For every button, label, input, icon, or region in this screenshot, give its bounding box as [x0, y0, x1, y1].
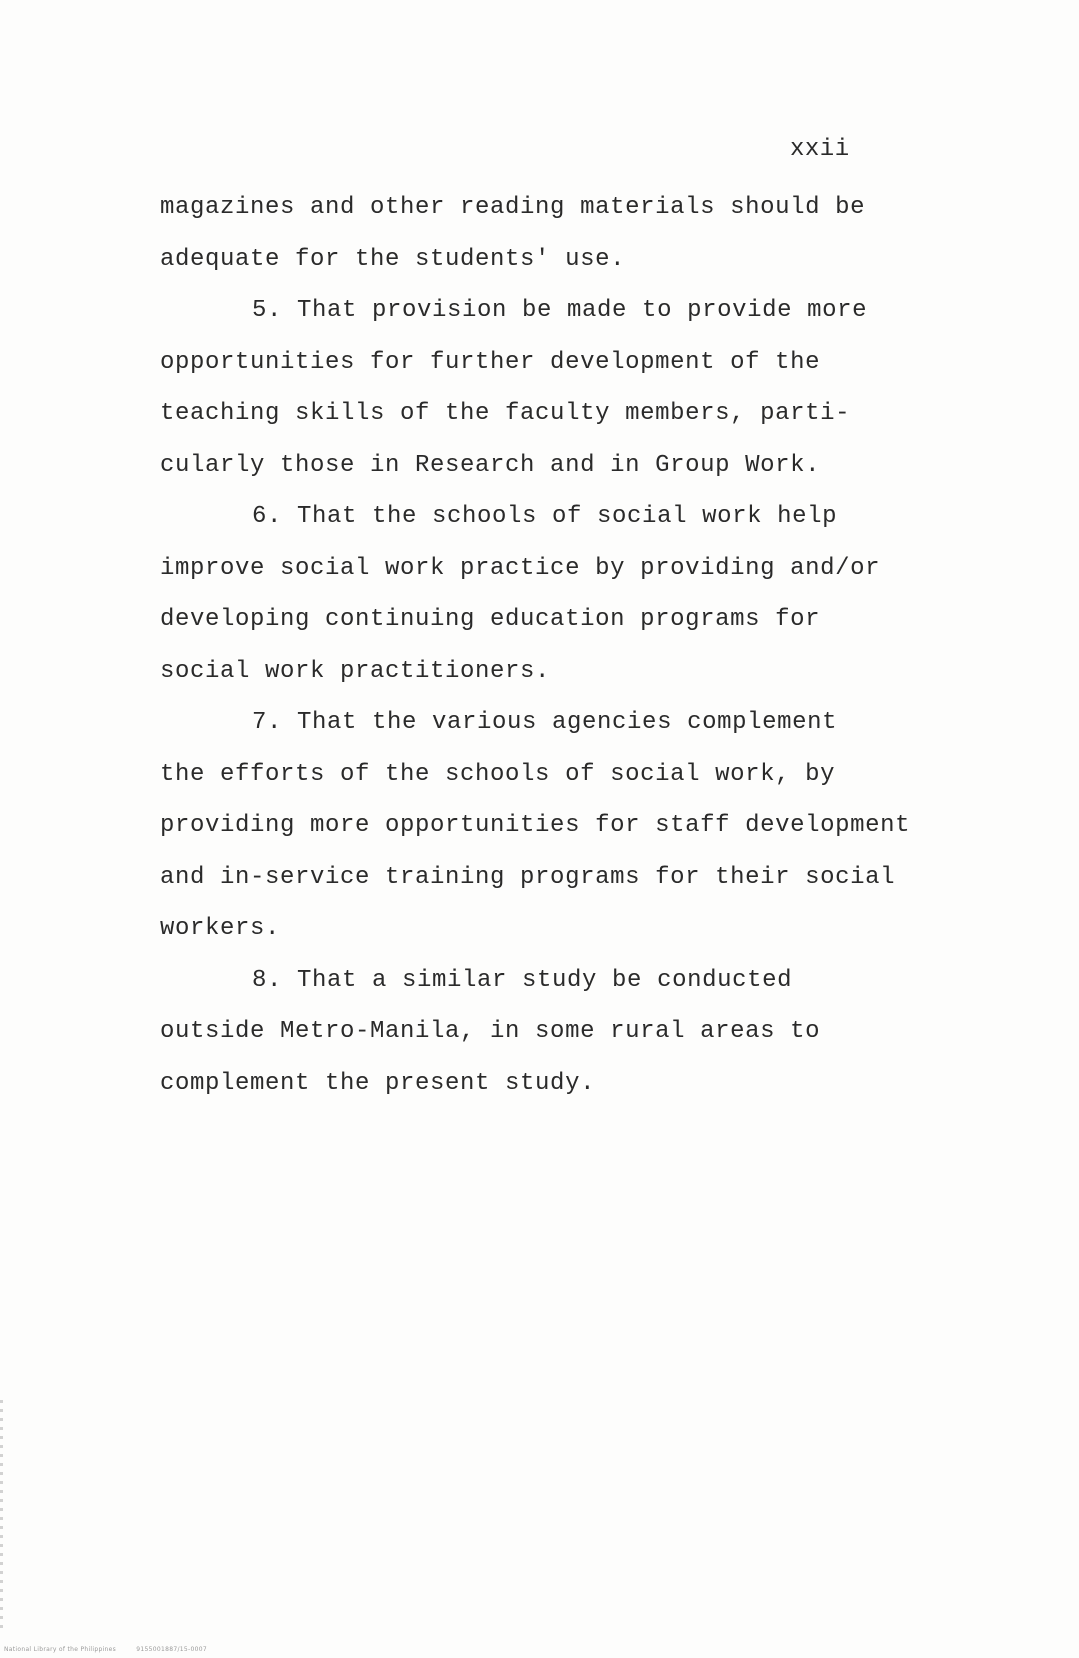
text-line: complement the present study.: [160, 1069, 596, 1097]
scan-edge-mark: [0, 1400, 3, 1630]
text-line: improve social work practice by providing and/or: [160, 554, 881, 582]
footer-library: National Library of the Philippines: [4, 1646, 117, 1653]
text-line: and in-service training programs for their social: [160, 863, 896, 891]
page-number: xxii: [790, 136, 850, 163]
text-line: workers.: [160, 915, 281, 942]
body-text: [160, 182, 960, 1109]
text-line: the efforts of the schools of social work, by: [160, 760, 836, 788]
text-line: 7. That the various agencies complement: [252, 709, 838, 736]
text-line: teaching skills of the faculty members, parti-: [160, 400, 851, 427]
scan-footer: [4, 1646, 225, 1653]
text-line: providing more opportunities for staff development: [160, 812, 911, 839]
text-line: 5. That provision be made to provide more: [252, 297, 868, 324]
text-line: magazines and other reading materials should be: [160, 194, 866, 221]
text-line: social work practitioners.: [160, 657, 551, 685]
text-line: cularly those in Research and in Group Work.: [160, 451, 821, 479]
text-line: developing continuing education programs for: [160, 606, 821, 633]
text-line: 6. That the schools of social work help: [252, 503, 838, 530]
text-line: opportunities for further development of the: [160, 348, 821, 376]
footer-code: 9155001887/15-0007: [136, 1646, 207, 1653]
text-line: adequate for the students' use.: [160, 245, 626, 273]
text-line: 8. That a similar study be conducted: [252, 966, 793, 994]
text-line: outside Metro-Manila, in some rural areas to: [160, 1018, 821, 1045]
